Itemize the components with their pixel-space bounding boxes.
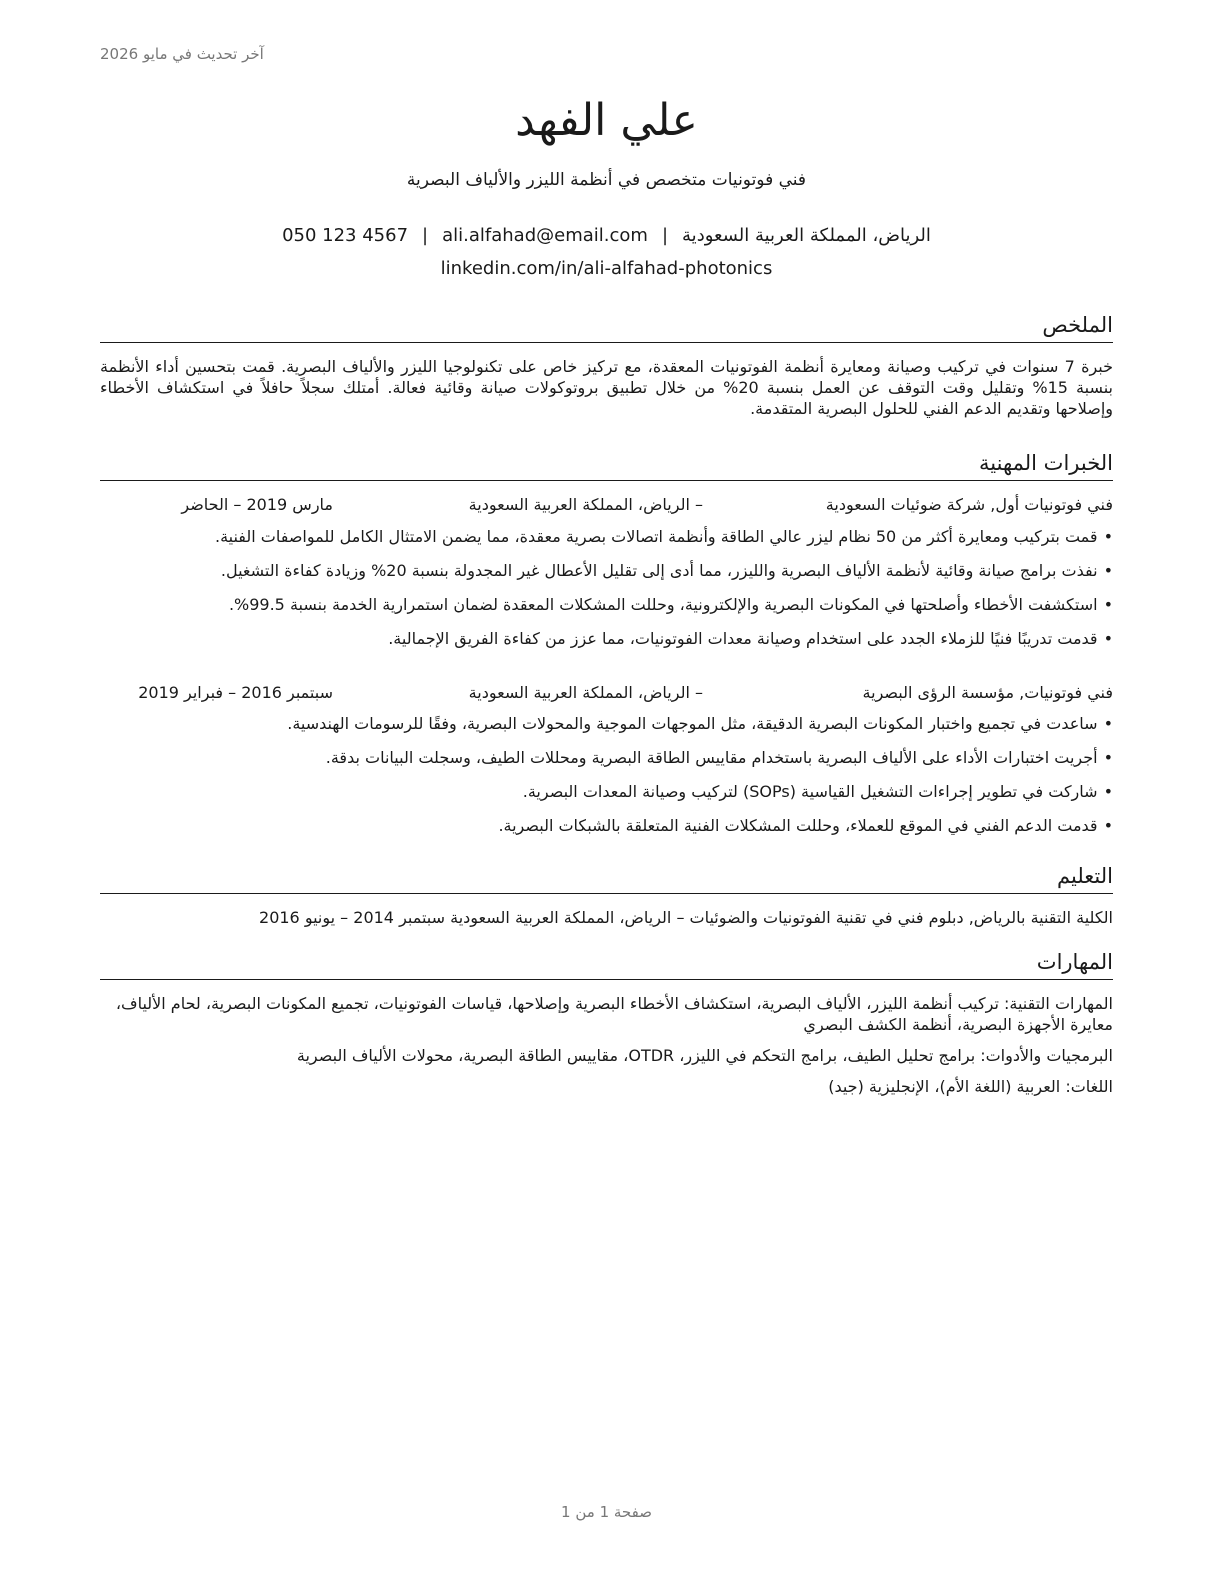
job-location: – الرياض، المملكة العربية السعودية [468,683,703,702]
section-title-skills: المهارات [100,948,1113,980]
skills-block [100,993,1113,1107]
job-title: فني فوتونيات, مؤسسة الرؤى البصرية [862,683,1113,702]
headline: فني فوتونيات متخصص في أنظمة الليزر والألياف البصرية [406,170,807,190]
summary-text: خبرة 7 سنوات في تركيب وصيانة ومعايرة أنظمة الفوتونيات المعقدة، مع تركيز خاص على تكنولوجيا الليزر والألياف البصرية. قمت بتحسين أداء الأنظمة بنسبة 15% وتقليل وقت التوقف عن العمل بنسبة 20% من خلال تطبيق بروتوكولات صيانة وقائية فعالة. أمتلك سجلاً حافلاً في استكشاف الأخطاء وإصلاحها وتقديم الدعم الفني للحلول البصرية المتقدمة. [100,357,1114,418]
list-item: • أجريت اختبارات الأداء على الألياف البصرية باستخدام مقاييس الطاقة البصرية ومحللات الطيف، وسجلت البيانات بدقة. [100,747,1113,781]
contact-separator: | [422,225,429,246]
list-item: • قدمت الدعم الفني في الموقع للعملاء، وحللت المشكلات الفنية المتعلقة بالشبكات البصرية. [100,815,1113,849]
skills-software: البرمجيات والأدوات: برامج تحليل الطيف، برامج التحكم في الليزر، OTDR، مقاييس الطاقة البصرية، محولات الألياف البصرية [296,1046,1113,1065]
job-location: – الرياض، المملكة العربية السعودية [468,495,703,514]
education-entry: الكلية التقنية بالرياض, دبلوم فني في تقنية الفوتونيات والضوئيات – الرياض، المملكة العربية السعودية سبتمبر 2014 – يونيو 2016 [259,908,1113,927]
section-title-summary: الملخص [100,311,1113,343]
job-dates: سبتمبر 2016 – فبراير 2019 [138,683,333,702]
contact-location: الرياض، المملكة العربية السعودية [682,225,931,246]
job-bullets [100,713,1113,849]
linkedin-link[interactable]: linkedin.com/in/ali-alfahad-photonics [440,258,773,279]
job-bullets [100,526,1113,662]
last-updated: آخر تحديث في مايو 2026 [100,45,264,63]
skills-languages: اللغات: العربية (اللغة الأم)، الإنجليزية (جيد) [828,1077,1113,1096]
page-number: صفحة 1 من 1 [561,1503,652,1521]
candidate-name: علي الفهد [515,95,698,146]
contact-phone: 050 123 4567 [282,225,409,246]
skills-technical: المهارات التقنية: تركيب أنظمة الليزر، الألياف البصرية، استكشاف الأخطاء البصرية وإصلاحها، قياسات الفوتونيات، تجميع المكونات البصرية، لحام الألياف، معايرة الأجهزة البصرية، أنظمة الكشف البصري [115,994,1113,1034]
list-item: • ساعدت في تجميع واختبار المكونات البصرية الدقيقة، مثل الموجهات الموجية والمحولات البصرية، وفقًا للرسومات الهندسية. [100,713,1113,747]
contact-line [100,223,1113,249]
section-title-experience: الخبرات المهنية [100,449,1113,481]
contact-separator: | [661,225,669,246]
list-item: • قدمت تدريبًا فنيًا للزملاء الجدد على استخدام وصيانة معدات الفوتونيات، مما عزز من كفاءة الفريق الإجمالية. [100,628,1113,662]
list-item: • شاركت في تطوير إجراءات التشغيل القياسية (SOPs) لتركيب وصيانة المعدات البصرية. [100,781,1113,815]
list-item: • نفذت برامج صيانة وقائية لأنظمة الألياف البصرية والليزر، مما أدى إلى تقليل الأعطال غير المجدولة بنسبة 20% وزيادة كفاءة التشغيل. [100,560,1113,594]
job-title: فني فوتونيات أول, شركة ضوئيات السعودية [825,495,1113,514]
section-title-education: التعليم [100,862,1113,894]
contact-email[interactable]: ali.alfahad@email.com [442,225,648,246]
resume-page [100,0,1113,1584]
job-dates: مارس 2019 – الحاضر [181,495,333,514]
list-item: • استكشفت الأخطاء وأصلحتها في المكونات البصرية والإلكترونية، وحللت المشكلات المعقدة لضمان استمرارية الخدمة بنسبة 99.5%. [100,594,1113,628]
list-item: • قمت بتركيب ومعايرة أكثر من 50 نظام ليزر عالي الطاقة وأنظمة اتصالات بصرية معقدة، مما يضمن الامتثال الكامل للمواصفات الفنية. [100,526,1113,560]
